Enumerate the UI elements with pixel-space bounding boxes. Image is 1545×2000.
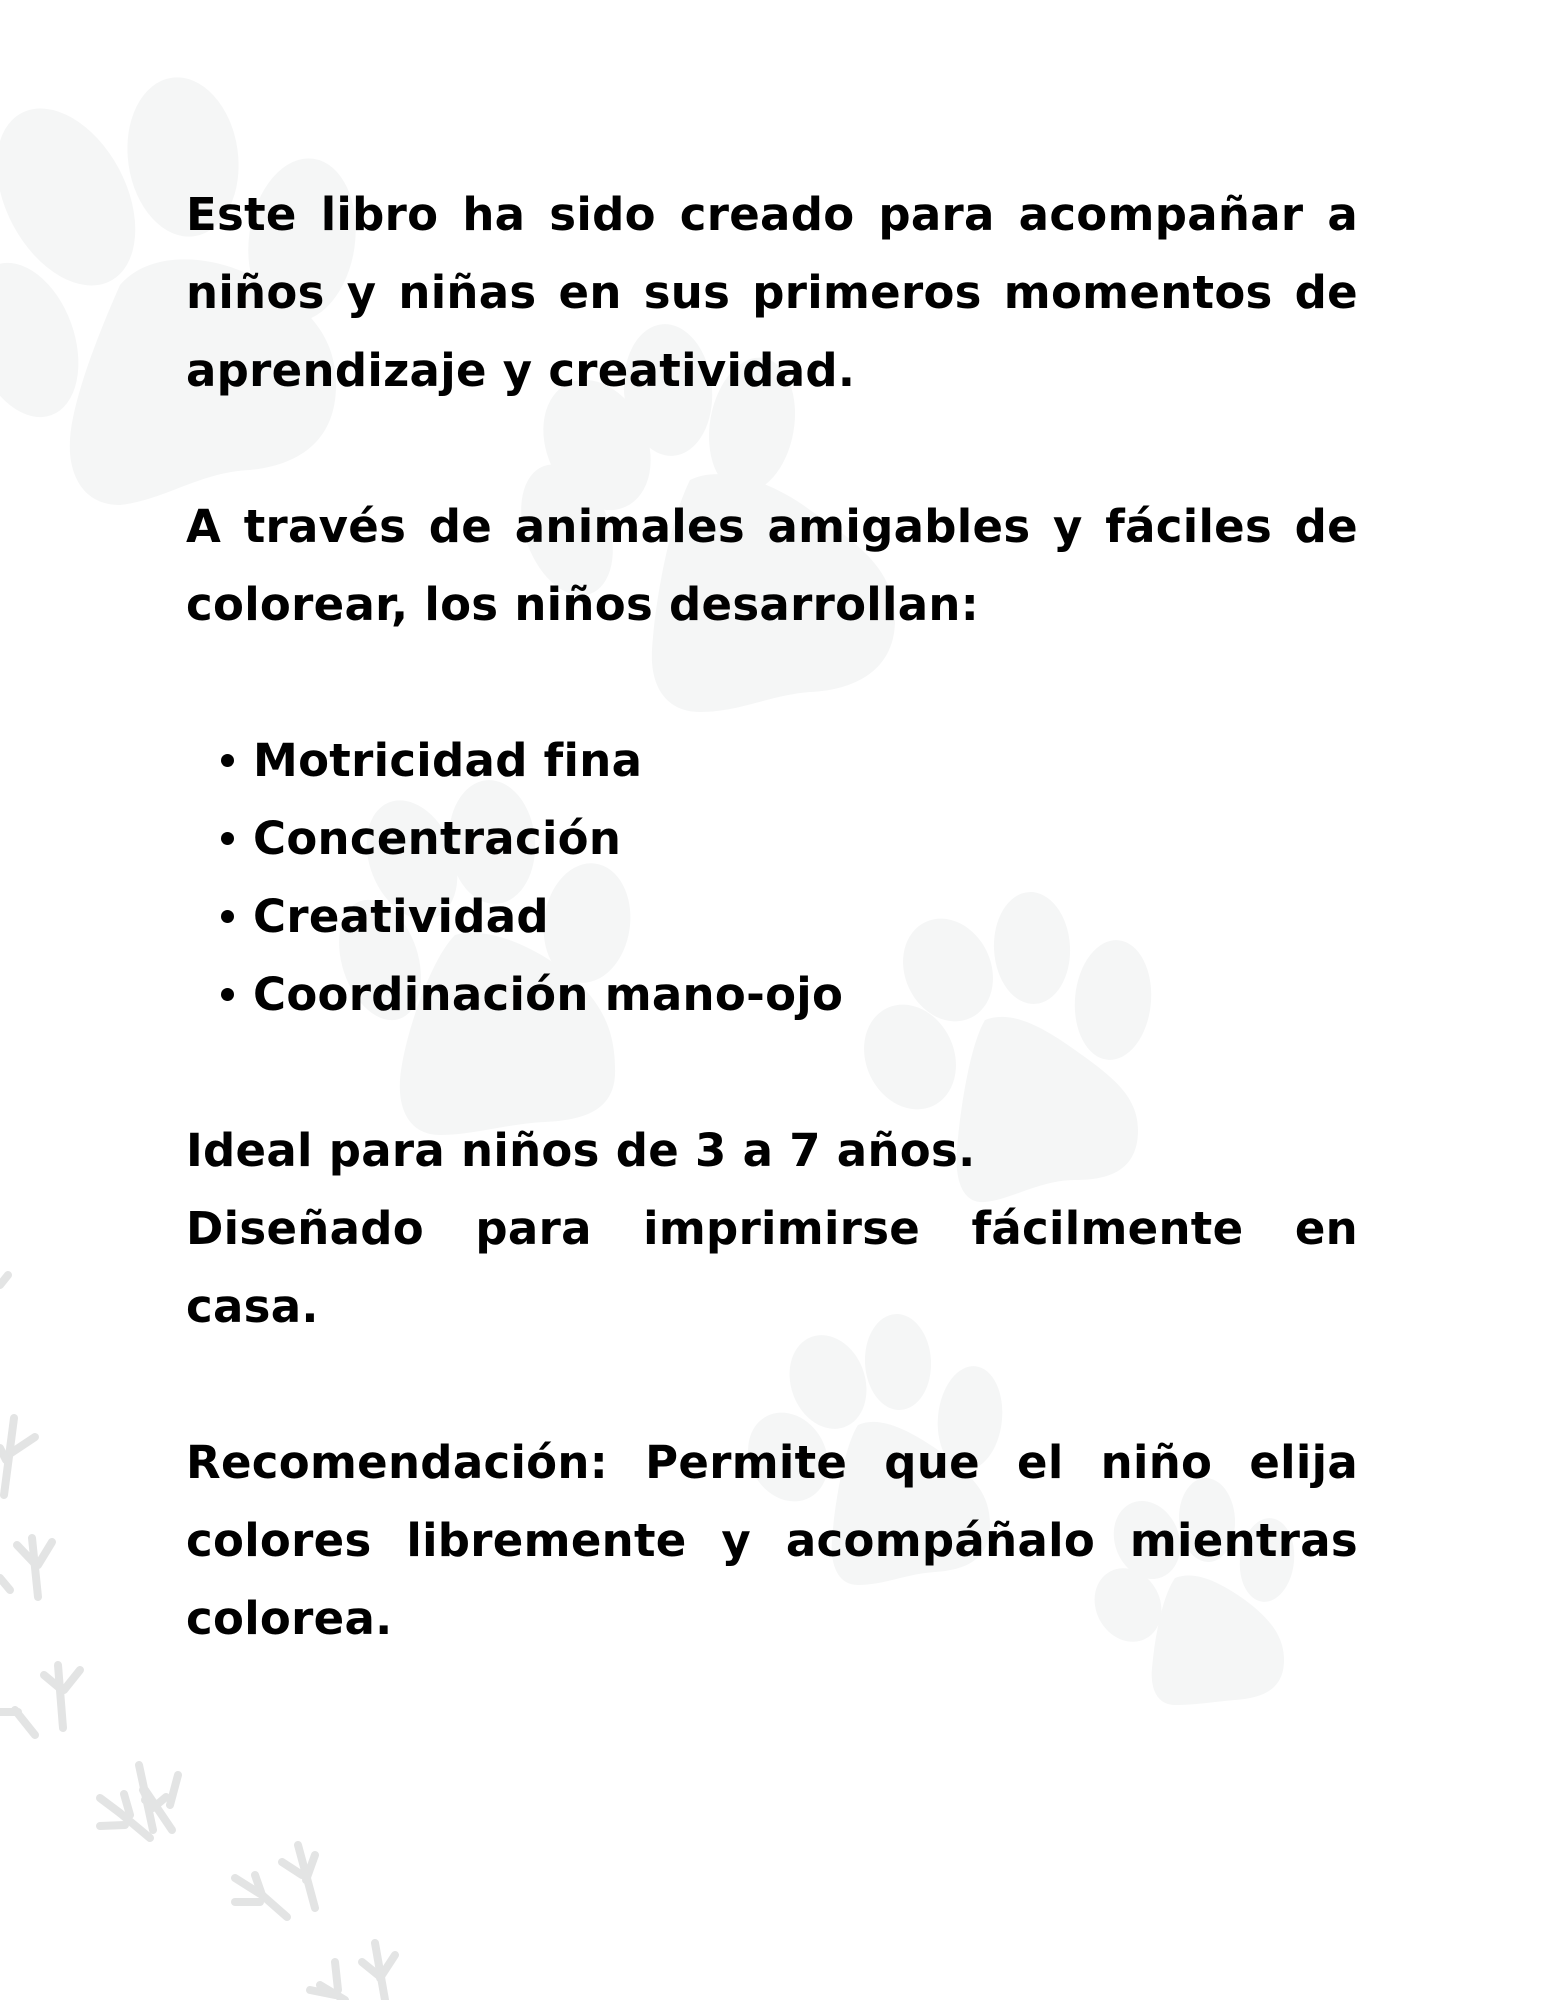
page-content: [186, 176, 1358, 1658]
bullet-icon: [221, 754, 234, 767]
bullet-icon: [221, 832, 234, 845]
list-item: [186, 878, 1358, 956]
spacer: [186, 1034, 1358, 1112]
intro-paragraph: Este libro ha sido creado para acompañar a niños y niñas en sus primeros momentos de aprendizaje y creatividad.: [186, 188, 1358, 397]
benefits-list: [186, 722, 1358, 1034]
list-item-label: Creatividad: [253, 890, 549, 943]
spacer: [186, 1346, 1358, 1424]
spacer: [186, 410, 1358, 488]
bullet-icon: [221, 910, 234, 923]
benefits-lead: A través de animales amigables y fáciles de colorear, los niños desarrollan:: [186, 500, 1358, 631]
list-item-label: Concentración: [253, 812, 622, 865]
age-range-line: Ideal para niños de 3 a 7 años.: [186, 1124, 976, 1177]
list-item: [186, 800, 1358, 878]
spacer: [186, 644, 1358, 722]
list-item: [186, 956, 1358, 1034]
print-info-line: Diseñado para imprimirse fácilmente en casa.: [186, 1202, 1358, 1333]
recommendation-paragraph: Recomendación: Permite que el niño elija colores libremente y acompáñalo mientras colorea.: [186, 1436, 1358, 1645]
bullet-icon: [221, 988, 234, 1001]
list-item-label: Motricidad fina: [253, 734, 643, 787]
list-item-label: Coordinación mano-ojo: [253, 968, 844, 1021]
list-item: [186, 722, 1358, 800]
